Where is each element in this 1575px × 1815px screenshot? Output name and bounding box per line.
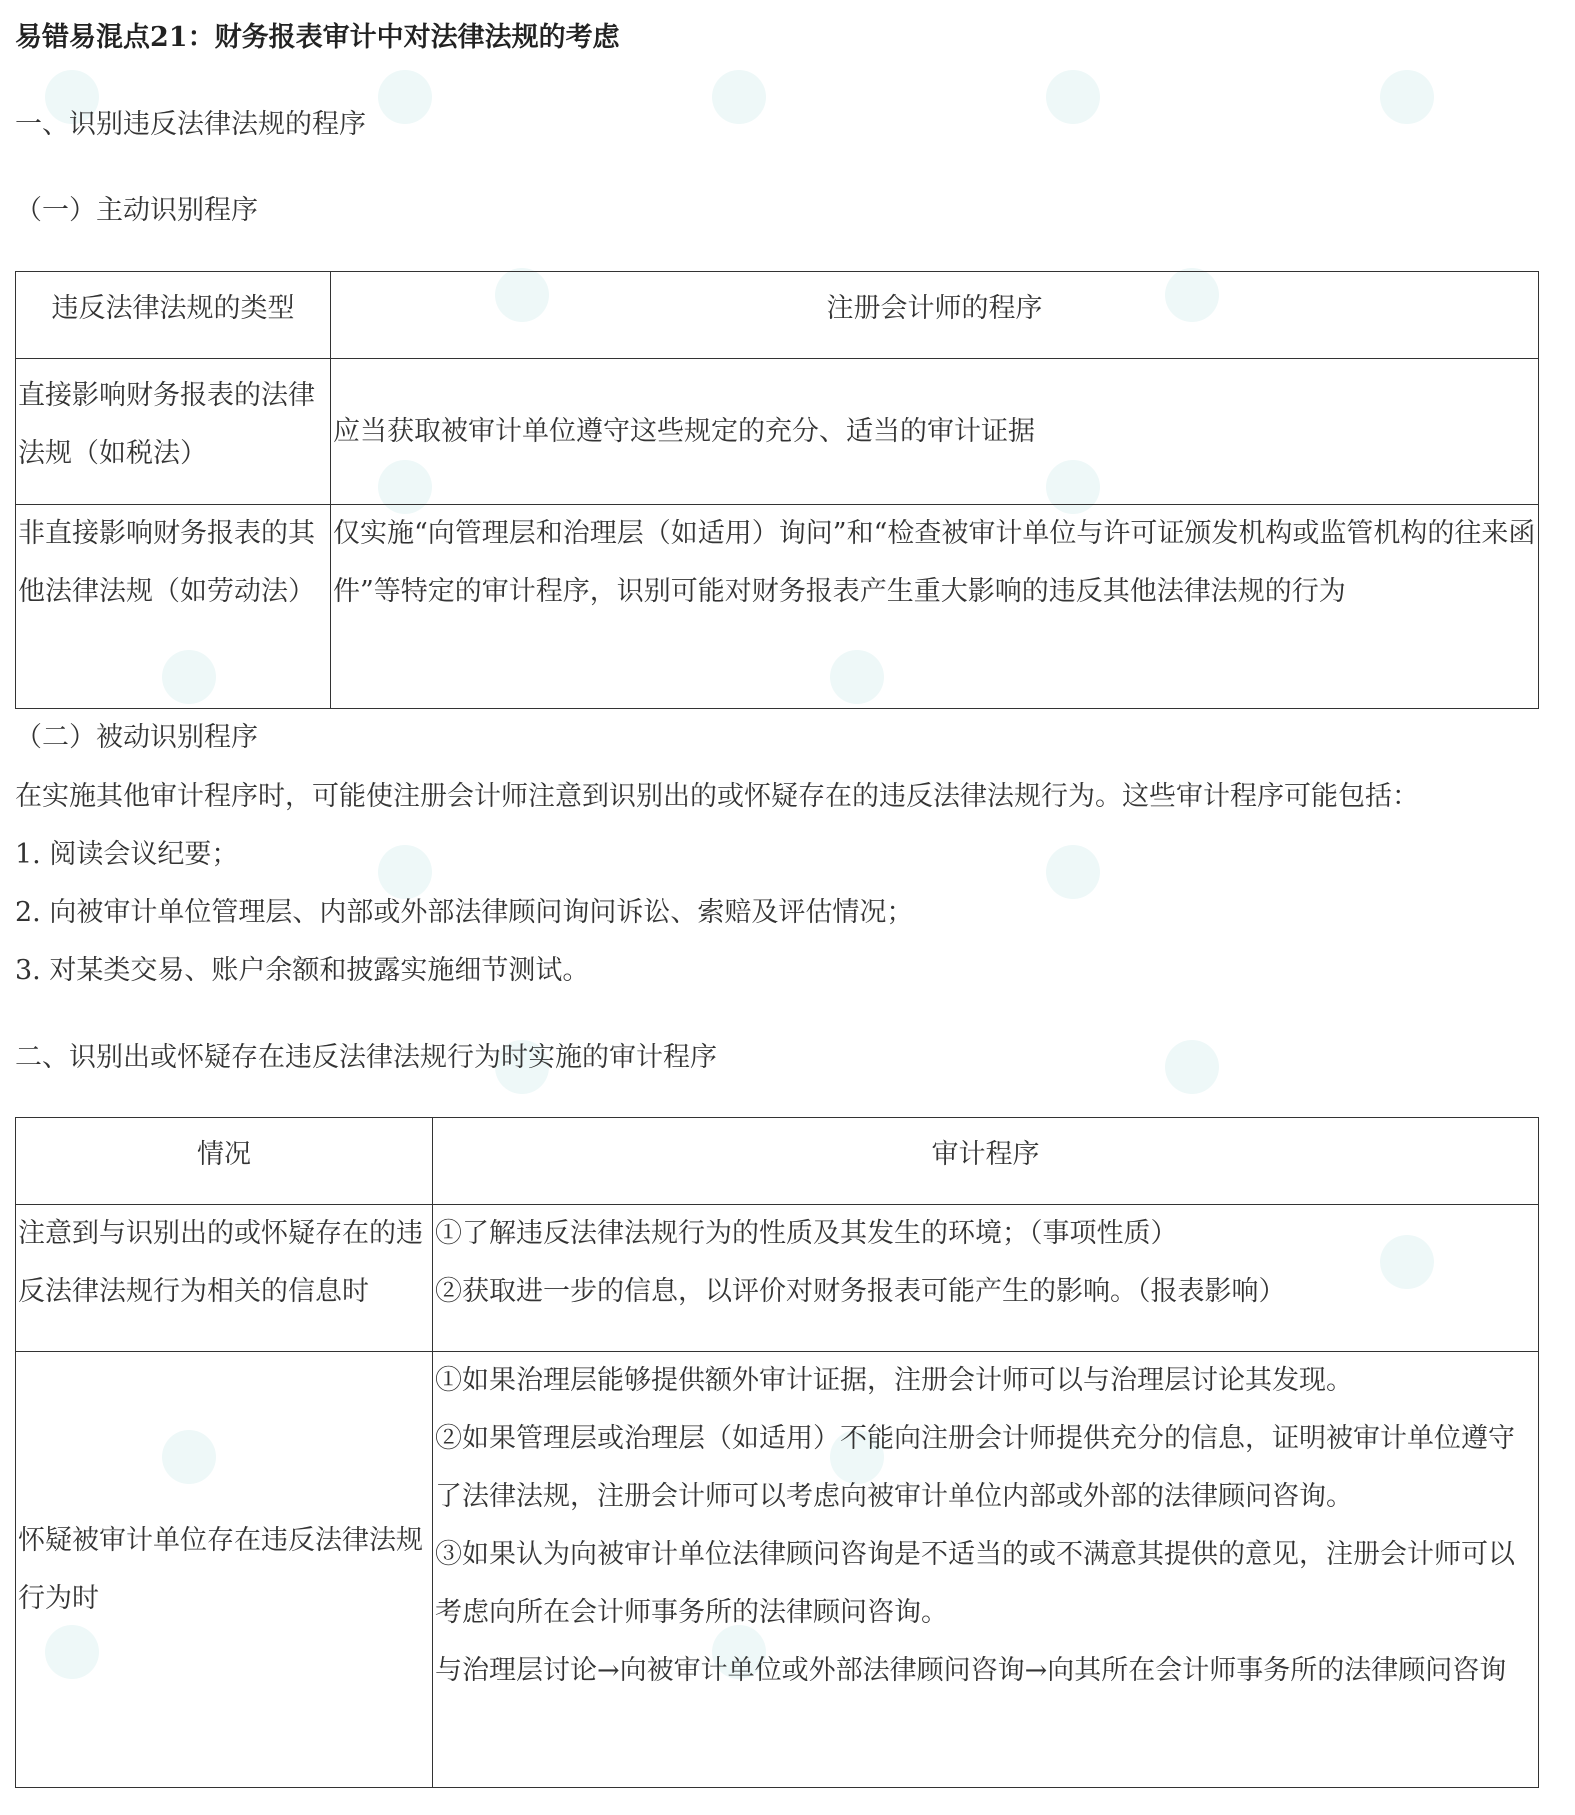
watermark-logo [1046,845,1100,899]
list-item: 3. 对某类交易、账户余额和披露实施细节测试。 [15,955,590,986]
subsection-active-heading: （一）主动识别程序 [15,195,258,226]
procedure-flow: 与治理层讨论→向被审计单位或外部法律顾问咨询→向其所在会计师事务所的法律顾问咨询 [435,1655,1507,1686]
procedure-cell: 应当获取被审计单位遵守这些规定的充分、适当的审计证据 [331,359,1539,505]
response-procedures-table [15,1117,1539,1788]
watermark-logo [1046,70,1100,124]
subsection-passive-heading: （二）被动识别程序 [15,722,258,753]
type-cell: 非直接影响财务报表的其他法律法规（如劳动法） [16,505,331,709]
page-title: 易错易混点21：财务报表审计中对法律法规的考虑 [15,22,620,53]
table-row [16,1205,1539,1352]
header-cell: 注册会计师的程序 [331,272,1539,359]
procedure-line: ①了解违反法律法规行为的性质及其发生的环境；（事项性质） [435,1218,1178,1249]
active-procedures-table [15,271,1539,709]
header-cell: 审计程序 [433,1118,1539,1205]
table-header-row [16,272,1539,359]
list-item: 2. 向被审计单位管理层、内部或外部法律顾问询问诉讼、索赔及评估情况； [15,897,914,928]
situation-cell: 怀疑被审计单位存在违反法律法规行为时 [16,1352,433,1788]
watermark-logo [1380,70,1434,124]
situation-cell: 注意到与识别出的或怀疑存在的违反法律法规行为相关的信息时 [16,1205,433,1352]
table-row [16,1352,1539,1788]
watermark-logo [712,70,766,124]
procedure-line: ③如果认为向被审计单位法律顾问咨询是不适当的或不满意其提供的意见，注册会计师可以考虑向所在会计师事务所的法律顾问咨询。 [435,1539,1515,1628]
procedure-line: ②如果管理层或治理层（如适用）不能向注册会计师提供充分的信息，证明被审计单位遵守了法律法规，注册会计师可以考虑向被审计单位内部或外部的法律顾问咨询。 [435,1423,1515,1512]
watermark-logo [378,70,432,124]
header-cell: 违反法律法规的类型 [16,272,331,359]
watermark-logo [1165,1040,1219,1094]
table-row [16,505,1539,709]
passive-paragraph: 在实施其他审计程序时，可能使注册会计师注意到识别出的或怀疑存在的违反法律法规行为。这些审计程序可能包括： [15,781,1419,812]
procedure-cell [433,1352,1539,1788]
watermark-logo [378,845,432,899]
procedure-cell: 仅实施“向管理层和治理层（如适用）询问”和“检查被审计单位与许可证颁发机构或监管机构的往来函件”等特定的审计程序，识别可能对财务报表产生重大影响的违反其他法律法规的行为 [331,505,1539,709]
type-cell: 直接影响财务报表的法律法规（如税法） [16,359,331,505]
procedure-line: ②获取进一步的信息，以评价对财务报表可能产生的影响。（报表影响） [435,1276,1286,1307]
table-row [16,359,1539,505]
section2-heading: 二、识别出或怀疑存在违反法律法规行为时实施的审计程序 [15,1042,717,1073]
header-cell: 情况 [16,1118,433,1205]
table-header-row [16,1118,1539,1205]
section1-heading: 一、识别违反法律法规的程序 [15,109,366,140]
procedure-line: ①如果治理层能够提供额外审计证据，注册会计师可以与治理层讨论其发现。 [435,1365,1353,1396]
procedure-cell [433,1205,1539,1352]
list-item: 1. 阅读会议纪要； [15,839,239,870]
